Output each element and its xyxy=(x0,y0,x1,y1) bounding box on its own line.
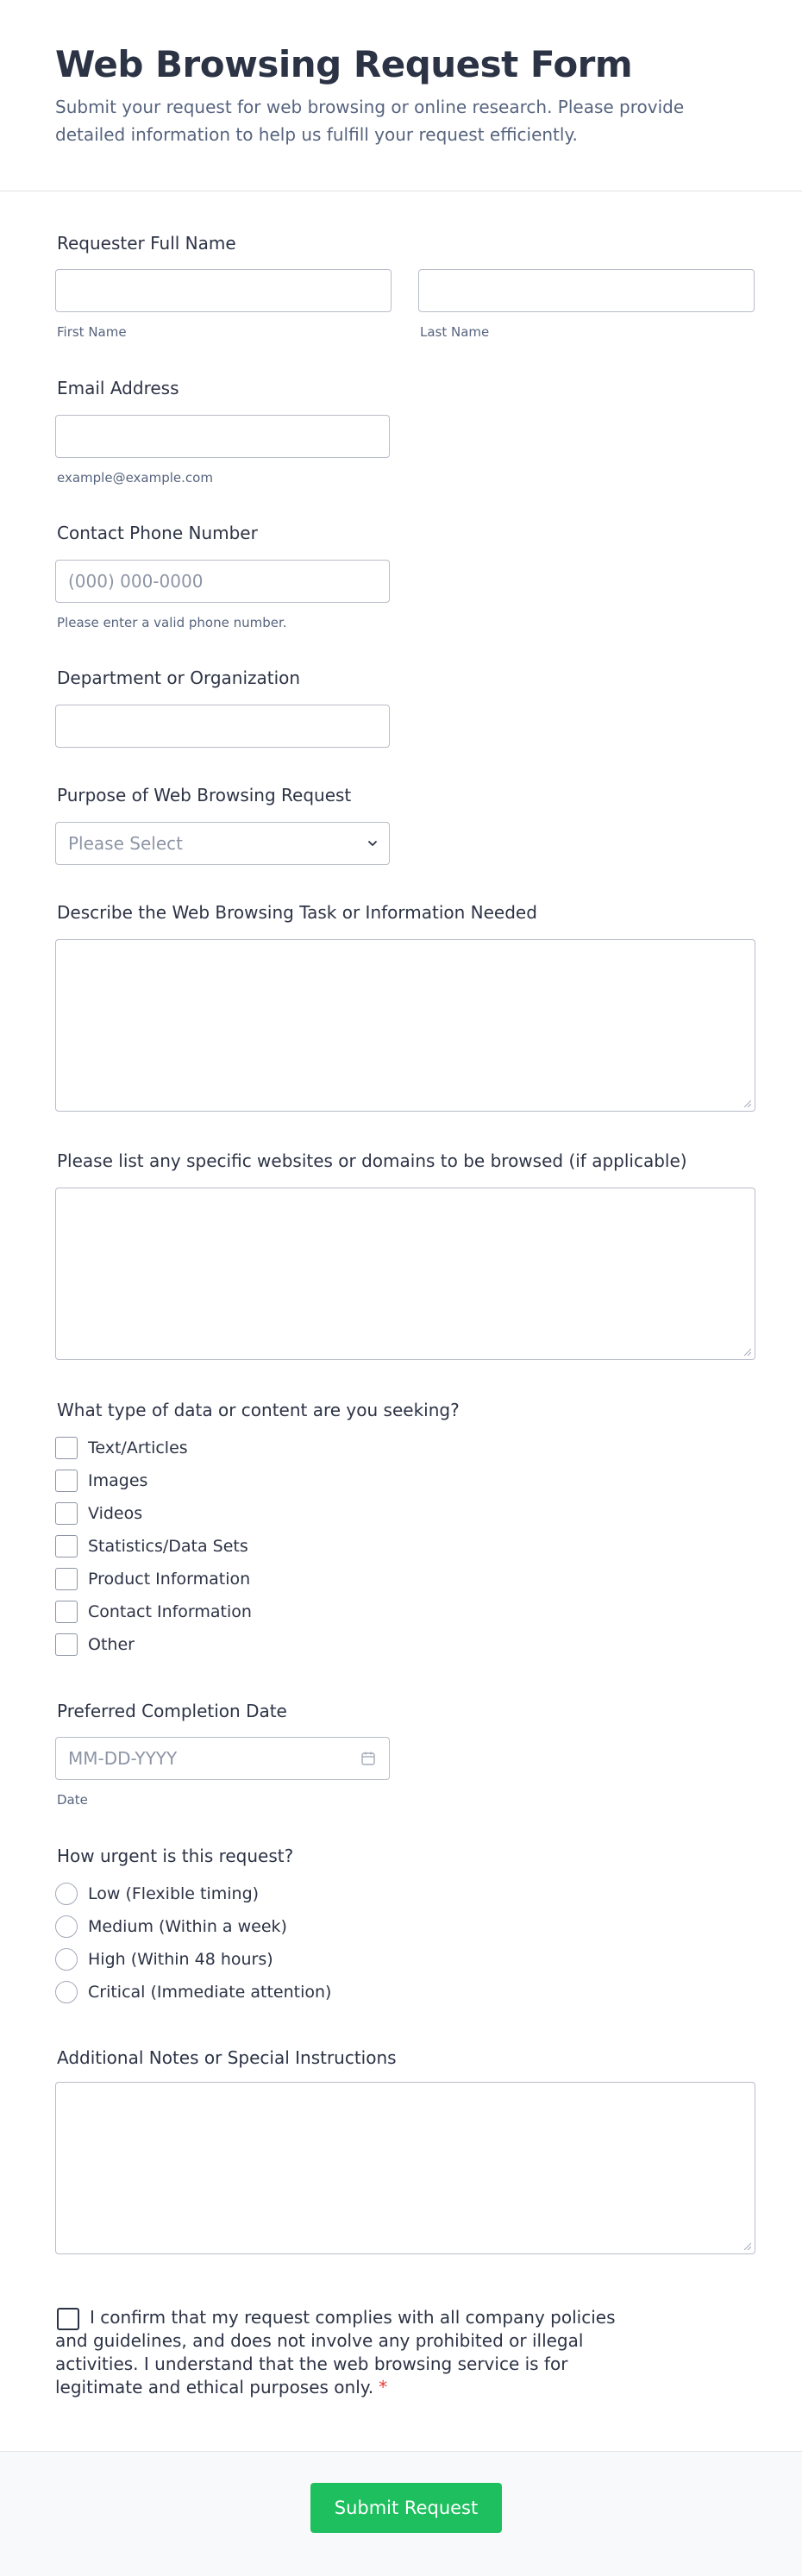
task-textarea[interactable] xyxy=(55,939,755,1112)
submit-button[interactable]: Submit Request xyxy=(310,2483,502,2533)
resize-grip-icon[interactable] xyxy=(742,2241,751,2250)
checkbox[interactable] xyxy=(55,1633,78,1656)
checkbox-option[interactable] xyxy=(55,1501,142,1526)
radio-option[interactable] xyxy=(55,1947,273,1971)
urgency-label: How urgent is this request? xyxy=(57,1846,294,1866)
phone-label: Contact Phone Number xyxy=(57,523,258,543)
checkbox-option[interactable] xyxy=(55,1534,248,1558)
last-name-sublabel: Last Name xyxy=(420,324,490,340)
checkbox-label: Videos xyxy=(88,1504,143,1523)
form-subtitle: Submit your request for web browsing or online research. Please provide detailed information to help us fulfill your request efficiently. xyxy=(55,97,685,145)
radio-button[interactable] xyxy=(55,1883,78,1905)
department-input[interactable] xyxy=(55,705,390,748)
websites-textarea[interactable] xyxy=(55,1188,755,1360)
first-name-sublabel: First Name xyxy=(57,324,127,340)
purpose-select-value: Please Select xyxy=(68,833,183,854)
checkbox-label: Other xyxy=(88,1635,135,1654)
checkbox-option[interactable] xyxy=(55,1567,250,1591)
date-sublabel: Date xyxy=(57,1792,88,1808)
date-placeholder: MM-DD-YYYY xyxy=(68,1748,178,1769)
notes-label: Additional Notes or Special Instructions xyxy=(57,2047,397,2068)
email-label: Email Address xyxy=(57,378,179,398)
radio-label: Critical (Immediate attention) xyxy=(88,1983,332,2002)
checkbox-option[interactable] xyxy=(55,1600,252,1624)
confirm-statement xyxy=(55,2306,633,2399)
radio-option[interactable] xyxy=(55,1882,259,1906)
checkbox-option[interactable] xyxy=(55,1469,147,1493)
resize-grip-icon[interactable] xyxy=(742,1347,751,1356)
checkbox-label: Contact Information xyxy=(88,1602,252,1621)
email-sublabel: example@example.com xyxy=(57,470,213,486)
websites-label: Please list any specific websites or domains to be browsed (if applicable) xyxy=(57,1150,687,1171)
checkbox-label: Statistics/Data Sets xyxy=(88,1537,248,1556)
name-label: Requester Full Name xyxy=(57,233,236,254)
checkbox[interactable] xyxy=(55,1535,78,1558)
first-name-input[interactable] xyxy=(55,269,392,312)
radio-label: High (Within 48 hours) xyxy=(88,1950,273,1969)
email-input[interactable] xyxy=(55,415,390,458)
radio-label: Low (Flexible timing) xyxy=(88,1884,260,1903)
purpose-label: Purpose of Web Browsing Request xyxy=(57,785,352,805)
phone-input[interactable]: (000) 000-0000 xyxy=(55,560,390,603)
radio-label: Medium (Within a week) xyxy=(88,1917,287,1936)
purpose-select[interactable] xyxy=(55,822,390,865)
footer-divider xyxy=(0,2451,802,2452)
chevron-down-icon xyxy=(367,837,379,849)
checkbox-label: Text/Articles xyxy=(88,1438,188,1457)
checkbox-label: Images xyxy=(88,1471,148,1490)
data-type-label: What type of data or content are you seeking? xyxy=(57,1400,460,1420)
department-label: Department or Organization xyxy=(57,668,301,688)
required-asterisk: * xyxy=(379,2377,388,2397)
checkbox[interactable] xyxy=(55,1568,78,1590)
task-label: Describe the Web Browsing Task or Information Needed xyxy=(57,902,537,923)
date-label: Preferred Completion Date xyxy=(57,1701,287,1721)
radio-button[interactable] xyxy=(55,1948,78,1971)
checkbox-label: Product Information xyxy=(88,1570,251,1589)
checkbox[interactable] xyxy=(55,1437,78,1459)
calendar-icon[interactable] xyxy=(360,1750,377,1767)
phone-sublabel: Please enter a valid phone number. xyxy=(57,615,287,630)
notes-textarea[interactable] xyxy=(55,2082,755,2254)
checkbox[interactable] xyxy=(55,1502,78,1525)
radio-button[interactable] xyxy=(55,1981,78,2003)
checkbox-option[interactable] xyxy=(55,1436,188,1460)
checkbox[interactable] xyxy=(55,1470,78,1492)
checkbox-option[interactable] xyxy=(55,1633,135,1657)
radio-option[interactable] xyxy=(55,1915,287,1939)
confirm-text: I confirm that my request complies with all company policies and guidelines, and does not involve any prohibited or illegal activities. I understand that the web browsing service is for legitimate and ethical purposes only. xyxy=(55,2307,616,2397)
date-input[interactable] xyxy=(55,1737,390,1780)
form-header xyxy=(0,0,802,191)
last-name-input[interactable] xyxy=(418,269,755,312)
radio-option[interactable] xyxy=(55,1980,331,2004)
radio-button[interactable] xyxy=(55,1915,78,1938)
form-title: Web Browsing Request Form xyxy=(55,43,633,85)
checkbox[interactable] xyxy=(55,1601,78,1623)
resize-grip-icon[interactable] xyxy=(742,1099,751,1107)
